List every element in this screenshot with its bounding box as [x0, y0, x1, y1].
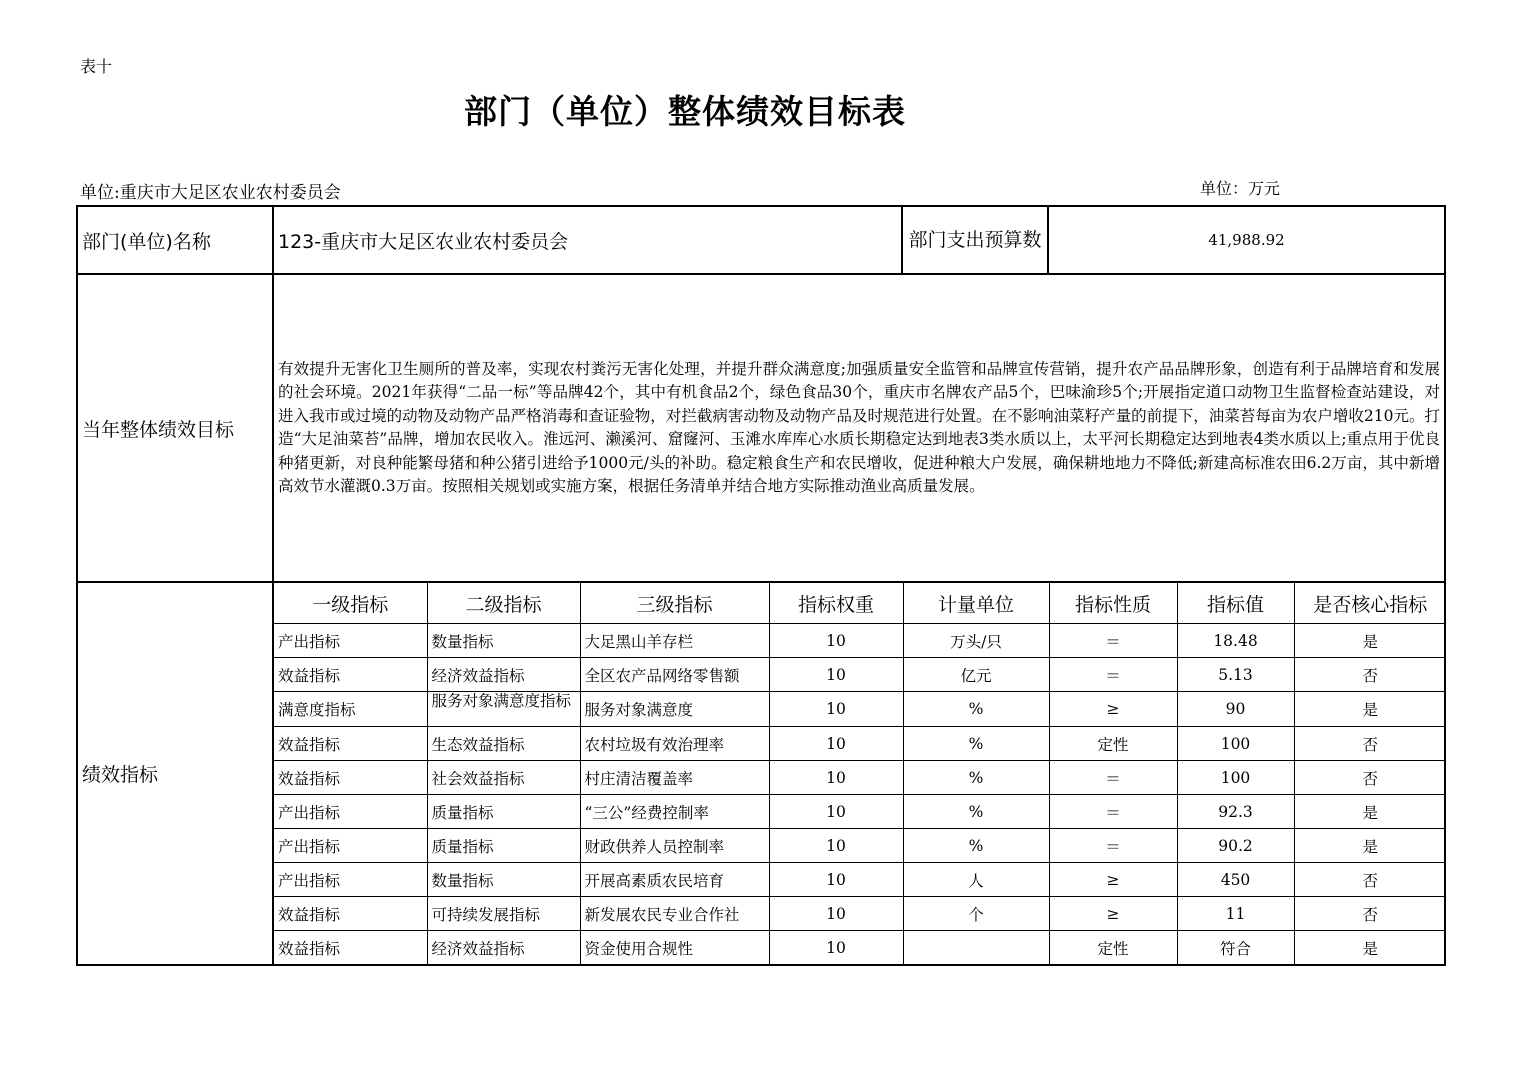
indicators-cell	[273, 582, 1445, 965]
performance-table	[76, 205, 1446, 966]
cell-level3: “三公”经费控制率	[580, 795, 769, 829]
table-row	[274, 761, 1446, 795]
dept-name-label: 部门(单位)名称	[77, 206, 273, 274]
cell-unit: %	[903, 829, 1049, 863]
col-header-level3: 三级指标	[580, 583, 769, 624]
cell-unit: 万头/只	[903, 624, 1049, 658]
cell-value: 90	[1177, 692, 1294, 727]
cell-unit	[903, 931, 1049, 965]
cell-level2: 服务对象满意度指标	[427, 692, 580, 727]
table-row	[274, 897, 1446, 931]
cell-level1: 产出指标	[274, 624, 427, 658]
cell-level3: 全区农产品网络零售额	[580, 658, 769, 692]
cell-core: 是	[1294, 795, 1446, 829]
cell-level1: 效益指标	[274, 931, 427, 965]
col-header-core: 是否核心指标	[1294, 583, 1446, 624]
cell-level3: 村庄清洁覆盖率	[580, 761, 769, 795]
cell-weight: 10	[769, 931, 903, 965]
cell-value: 18.48	[1177, 624, 1294, 658]
cell-weight: 10	[769, 897, 903, 931]
table-row	[274, 931, 1446, 965]
page-title: 部门（单位）整体绩效目标表	[464, 92, 906, 131]
cell-level1: 产出指标	[274, 863, 427, 897]
cell-core: 否	[1294, 897, 1446, 931]
dept-row	[77, 206, 1445, 274]
cell-nature: ＝	[1049, 658, 1177, 692]
cell-nature: ＝	[1049, 829, 1177, 863]
cell-unit: 个	[903, 897, 1049, 931]
col-header-level2: 二级指标	[427, 583, 580, 624]
cell-nature: ＝	[1049, 795, 1177, 829]
cell-level3: 农村垃圾有效治理率	[580, 727, 769, 761]
cell-weight: 10	[769, 692, 903, 727]
cell-level2: 质量指标	[427, 829, 580, 863]
goal-label: 当年整体绩效目标	[77, 274, 273, 582]
cell-value: 符合	[1177, 931, 1294, 965]
cell-core: 否	[1294, 658, 1446, 692]
cell-value: 100	[1177, 761, 1294, 795]
cell-weight: 10	[769, 795, 903, 829]
cell-level2: 生态效益指标	[427, 727, 580, 761]
currency-unit-label: 单位：万元	[1200, 179, 1281, 198]
cell-core: 是	[1294, 829, 1446, 863]
cell-level3: 新发展农民专业合作社	[580, 897, 769, 931]
cell-level2: 经济效益指标	[427, 658, 580, 692]
cell-level2: 质量指标	[427, 795, 580, 829]
cell-level2: 可持续发展指标	[427, 897, 580, 931]
cell-unit: 人	[903, 863, 1049, 897]
cell-level1: 效益指标	[274, 761, 427, 795]
cell-weight: 10	[769, 624, 903, 658]
cell-value: 5.13	[1177, 658, 1294, 692]
cell-unit: %	[903, 795, 1049, 829]
cell-weight: 10	[769, 863, 903, 897]
table-tag: 表十	[80, 57, 113, 76]
table-row	[274, 727, 1446, 761]
cell-level2: 数量指标	[427, 863, 580, 897]
cell-level1: 产出指标	[274, 829, 427, 863]
col-header-level1: 一级指标	[274, 583, 427, 624]
cell-nature: ＝	[1049, 624, 1177, 658]
table-row	[274, 692, 1446, 727]
cell-level1: 满意度指标	[274, 692, 427, 727]
cell-unit: %	[903, 761, 1049, 795]
cell-unit: %	[903, 692, 1049, 727]
cell-weight: 10	[769, 829, 903, 863]
cell-core: 否	[1294, 727, 1446, 761]
cell-core: 是	[1294, 931, 1446, 965]
cell-level1: 效益指标	[274, 897, 427, 931]
cell-level3: 服务对象满意度	[580, 692, 769, 727]
cell-level1: 效益指标	[274, 727, 427, 761]
unit-label: 单位:重庆市大足区农业农村委员会	[80, 183, 341, 203]
budget-label: 部门支出预算数	[902, 206, 1048, 274]
cell-nature: ≥	[1049, 897, 1177, 931]
dept-name-value: 123-重庆市大足区农业农村委员会	[273, 206, 902, 274]
cell-level2: 数量指标	[427, 624, 580, 658]
cell-level2: 社会效益指标	[427, 761, 580, 795]
cell-nature: 定性	[1049, 727, 1177, 761]
cell-unit: %	[903, 727, 1049, 761]
cell-core: 是	[1294, 624, 1446, 658]
table-row	[274, 624, 1446, 658]
cell-weight: 10	[769, 761, 903, 795]
cell-core: 是	[1294, 692, 1446, 727]
cell-core: 否	[1294, 863, 1446, 897]
table-row	[274, 795, 1446, 829]
table-row	[274, 658, 1446, 692]
indicators-label: 绩效指标	[77, 582, 273, 965]
goal-row	[77, 274, 1445, 582]
cell-level1: 效益指标	[274, 658, 427, 692]
goal-text: 有效提升无害化卫生厕所的普及率，实现农村粪污无害化处理，并提升群众满意度;加强质量安全监管和品牌宣传营销，提升农产品品牌形象，创造有利于品牌培育和发展的社会环境。2021年获得“二品一标”等品牌42个，其中有机食品2个，绿色食品30个，重庆市名牌农产品5个，巴味渝珍5个;开展指定道口动物卫生监督检查站建设，对进入我市或过境的动物及动物产品严格消毒和查证验物，对拦截病害动物及动物产品及时规范进行处置。在不影响油菜籽产量的前提下，油菜苔每亩为农户增收210元。打造“大足油菜苔”品牌，增加农民收入。淮远河、濑溪河、窟窿河、玉滩水库库心水质长期稳定达到地表3类水质以上，太平河长期稳定达到地表4类水质以上;重点用于优良种猪更新，对良种能繁母猪和种公猪引进给予1000元/头的补助。稳定粮食生产和农民增收，促进种粮大户发展，确保耕地地力不降低;新建高标准农田6.2万亩，其中新增高效节水灌溉0.3万亩。按照相关规划或实施方案，根据任务清单并结合地方实际推动渔业高质量发展。	[273, 274, 1445, 582]
indicators-table	[274, 583, 1446, 964]
cell-nature: ＝	[1049, 761, 1177, 795]
indicators-header-row	[274, 583, 1446, 624]
cell-level1: 产出指标	[274, 795, 427, 829]
cell-level2: 经济效益指标	[427, 931, 580, 965]
col-header-value: 指标值	[1177, 583, 1294, 624]
cell-value: 450	[1177, 863, 1294, 897]
cell-weight: 10	[769, 727, 903, 761]
cell-nature: ≥	[1049, 692, 1177, 727]
cell-unit: 亿元	[903, 658, 1049, 692]
cell-level3: 大足黑山羊存栏	[580, 624, 769, 658]
cell-value: 100	[1177, 727, 1294, 761]
cell-value: 92.3	[1177, 795, 1294, 829]
cell-core: 否	[1294, 761, 1446, 795]
cell-value: 11	[1177, 897, 1294, 931]
cell-level3: 开展高素质农民培育	[580, 863, 769, 897]
table-row	[274, 863, 1446, 897]
cell-nature: ≥	[1049, 863, 1177, 897]
cell-weight: 10	[769, 658, 903, 692]
col-header-unit: 计量单位	[903, 583, 1049, 624]
cell-value: 90.2	[1177, 829, 1294, 863]
indicators-row	[77, 582, 1445, 965]
col-header-weight: 指标权重	[769, 583, 903, 624]
cell-level3: 财政供养人员控制率	[580, 829, 769, 863]
cell-level3: 资金使用合规性	[580, 931, 769, 965]
col-header-nature: 指标性质	[1049, 583, 1177, 624]
cell-nature: 定性	[1049, 931, 1177, 965]
budget-value: 41,988.92	[1048, 206, 1445, 274]
table-row	[274, 829, 1446, 863]
